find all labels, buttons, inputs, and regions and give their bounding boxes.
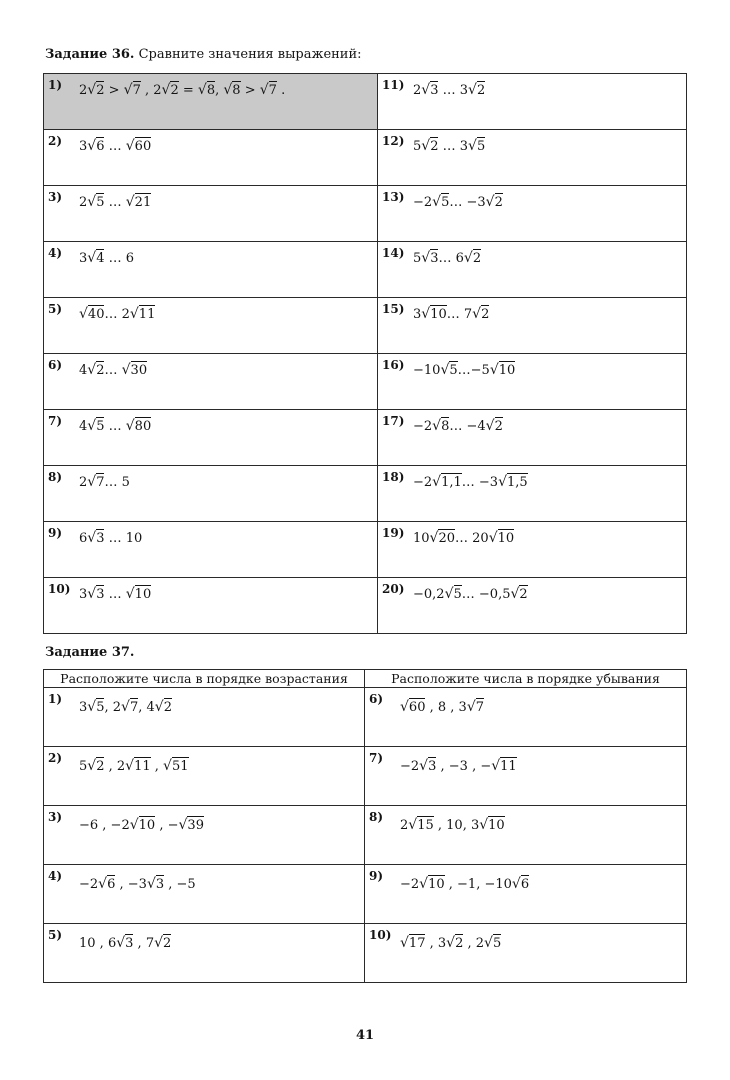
task-36-instruction: Сравните значения выражений: — [138, 47, 362, 62]
task-37-cell — [44, 688, 365, 747]
item-expression: 4√2… √30 — [79, 362, 148, 378]
task-36-cell — [378, 578, 687, 634]
item-number: 8) — [48, 470, 63, 484]
table-row — [44, 410, 687, 466]
task-36-title — [45, 47, 362, 62]
table-row — [44, 747, 687, 806]
table-row — [44, 924, 687, 983]
item-number: 10) — [369, 928, 392, 942]
item-expression: √40… 2√11 — [79, 306, 156, 322]
task-36-cell — [378, 354, 687, 410]
item-expression: 5√2 … 3√5 — [413, 138, 486, 154]
task-36-label: Задание 36. — [45, 47, 135, 62]
item-number: 1) — [48, 78, 63, 92]
task-37-title — [45, 645, 134, 660]
item-expression: −10√5…−5√10 — [413, 362, 516, 378]
task-37-label: Задание 37. — [45, 645, 135, 660]
item-number: 20) — [382, 582, 405, 596]
item-number: 16) — [382, 358, 405, 372]
item-expression: 5√2 , 2√11 , √51 — [79, 758, 189, 774]
item-expression: 2√3 … 3√2 — [413, 82, 486, 98]
table-row — [44, 466, 687, 522]
item-number: 13) — [382, 190, 405, 204]
task-36-cell — [378, 242, 687, 298]
task-36-cell — [44, 410, 378, 466]
item-expression: −2√3 , −3 , −√11 — [400, 758, 517, 774]
task-37-cell — [44, 924, 365, 983]
table-row — [44, 865, 687, 924]
item-number: 6) — [369, 692, 384, 706]
item-expression: 10 , 6√3 , 7√2 — [79, 935, 172, 951]
item-expression: 3√5, 2√7, 4√2 — [79, 699, 172, 715]
item-expression: −0,2√5… −0,5√2 — [413, 586, 528, 602]
item-number: 10) — [48, 582, 71, 596]
item-expression: −2√5… −3√2 — [413, 194, 503, 210]
item-number: 5) — [48, 928, 63, 942]
task-36-cell — [44, 578, 378, 634]
item-expression: 2√7… 5 — [79, 474, 130, 490]
item-number: 2) — [48, 134, 63, 148]
item-number: 11) — [382, 78, 405, 92]
column-header-ascending: Расположите числа в порядке возрастания — [44, 670, 365, 688]
item-number: 9) — [369, 869, 384, 883]
task-36-cell — [378, 130, 687, 186]
item-number: 7) — [48, 414, 63, 428]
item-number: 18) — [382, 470, 405, 484]
item-expression: 10√20… 20√10 — [413, 530, 515, 546]
task-37-cell — [44, 865, 365, 924]
item-number: 17) — [382, 414, 405, 428]
item-expression: 3√3 … √10 — [79, 586, 152, 602]
task-37-cell — [44, 747, 365, 806]
task-36-cell — [378, 410, 687, 466]
page-number: 41 — [355, 1028, 375, 1043]
item-expression: −2√8… −4√2 — [413, 418, 503, 434]
task-36-cell — [378, 466, 687, 522]
task-36-table — [43, 73, 687, 634]
task-36-cell — [44, 522, 378, 578]
item-expression: −2√6 , −3√3 , −5 — [79, 876, 196, 892]
item-expression: 5√3… 6√2 — [413, 250, 482, 266]
item-number: 4) — [48, 246, 63, 260]
table-row — [44, 354, 687, 410]
item-expression: 3√6 … √60 — [79, 138, 152, 154]
table-row — [44, 522, 687, 578]
task-36-cell — [44, 186, 378, 242]
item-expression: 2√5 … √21 — [79, 194, 152, 210]
item-expression: 3√4 … 6 — [79, 250, 135, 266]
item-number: 19) — [382, 526, 405, 540]
item-number: 1) — [48, 692, 63, 706]
task-36-cell — [44, 242, 378, 298]
item-expression: −6 , −2√10 , −√39 — [79, 817, 204, 833]
item-number: 8) — [369, 810, 384, 824]
table-row — [44, 578, 687, 634]
table-header-row — [44, 670, 687, 688]
item-number: 15) — [382, 302, 405, 316]
task-36-cell — [378, 186, 687, 242]
item-expression: −2√10 , −1, −10√6 — [400, 876, 530, 892]
item-expression: 4√5 … √80 — [79, 418, 152, 434]
table-row — [44, 74, 687, 130]
item-number: 7) — [369, 751, 384, 765]
task-37-cell — [365, 806, 687, 865]
item-expression: −2√1,1… −3√1,5 — [413, 474, 528, 490]
table-row — [44, 186, 687, 242]
item-expression: 3√10… 7√2 — [413, 306, 490, 322]
task-36-cell — [44, 130, 378, 186]
column-header-descending: Расположите числа в порядке убывания — [365, 670, 687, 688]
table-row — [44, 688, 687, 747]
task-36-cell — [44, 298, 378, 354]
table-row — [44, 298, 687, 354]
item-number: 3) — [48, 810, 63, 824]
table-row — [44, 806, 687, 865]
task-37-cell — [44, 806, 365, 865]
item-number: 2) — [48, 751, 63, 765]
task-37-table — [43, 669, 687, 983]
item-number: 5) — [48, 302, 63, 316]
item-expression: 6√3 … 10 — [79, 530, 143, 546]
task-37-cell — [365, 924, 687, 983]
task-37-cell — [365, 688, 687, 747]
task-36-cell — [378, 298, 687, 354]
task-36-cell — [44, 74, 378, 130]
task-37-cell — [365, 865, 687, 924]
task-36-cell — [44, 354, 378, 410]
item-expression: √60 , 8 , 3√7 — [400, 699, 485, 715]
item-expression: √17 , 3√2 , 2√5 — [400, 935, 502, 951]
item-number: 14) — [382, 246, 405, 260]
item-number: 12) — [382, 134, 405, 148]
task-36-cell — [44, 466, 378, 522]
table-row — [44, 242, 687, 298]
table-row — [44, 130, 687, 186]
task-37-cell — [365, 747, 687, 806]
item-number: 9) — [48, 526, 63, 540]
task-36-cell — [378, 74, 687, 130]
item-expression: 2√2 > √7 , 2√2 = √8, √8 > √7 . — [79, 82, 286, 98]
item-expression: 2√15 , 10, 3√10 — [400, 817, 505, 833]
item-number: 4) — [48, 869, 63, 883]
item-number: 6) — [48, 358, 63, 372]
item-number: 3) — [48, 190, 63, 204]
task-36-cell — [378, 522, 687, 578]
